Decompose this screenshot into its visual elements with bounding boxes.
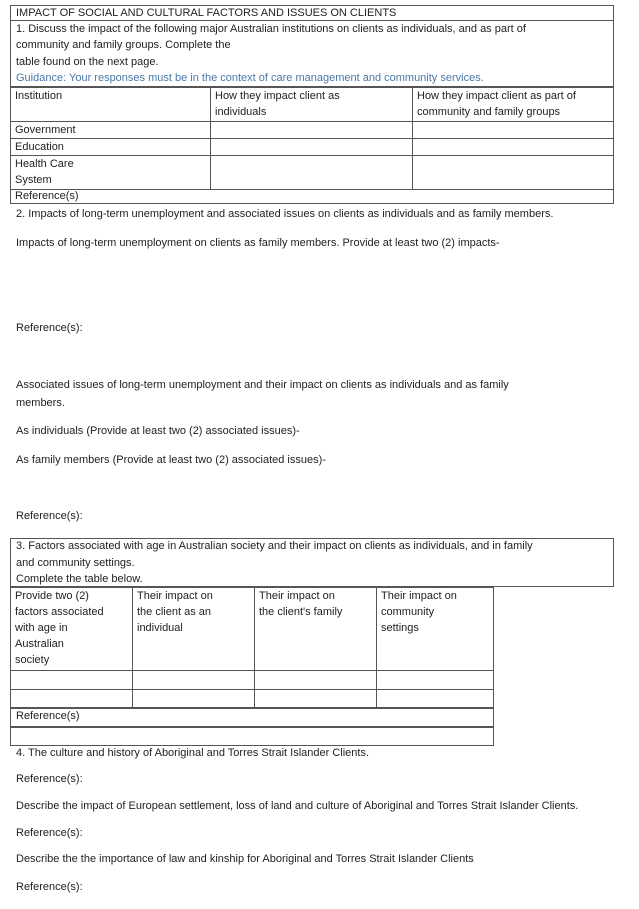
section4-european: Describe the impact of European settlement, loss of land and culture of Aboriginal and Torres Strait Islander Clients.: [16, 800, 579, 812]
header-groups: How they impact client as part of community and family groups: [413, 88, 614, 122]
section4-law: Describe the the importance of law and kinship for Aboriginal and Torres Strait Islander Clients: [16, 853, 474, 865]
age-factors-table: [10, 587, 494, 709]
section3-reference: Reference(s): [16, 710, 80, 722]
cell-input[interactable]: [133, 671, 255, 690]
cell-input[interactable]: [413, 139, 614, 156]
header-factors: Provide two (2) factors associated with age in Australian society: [11, 588, 133, 671]
cell-input[interactable]: [255, 671, 377, 690]
table-row: [11, 122, 614, 139]
institutions-table: [10, 87, 614, 204]
section3-question-line2: and community settings.: [16, 557, 135, 569]
section3-reference-box[interactable]: [10, 707, 494, 727]
cell-input[interactable]: [377, 690, 494, 709]
header-individuals: How they impact client as individuals: [211, 88, 413, 122]
cell-input[interactable]: [377, 671, 494, 690]
table-row: [11, 588, 494, 671]
cell-input[interactable]: [11, 690, 133, 709]
cell-input[interactable]: [413, 122, 614, 139]
table-row: [11, 139, 614, 156]
section2-heading: 2. Impacts of long-term unemployment and associated issues on clients as individuals and as family members.: [16, 208, 554, 220]
section3-question-line1: 3. Factors associated with age in Australian society and their impact on clients as individuals, and in family: [16, 540, 533, 552]
header-institution: Institution: [11, 88, 211, 122]
section1-reference[interactable]: Reference(s): [11, 190, 614, 204]
section2-as-individuals: As individuals (Provide at least two (2) associated issues)-: [16, 425, 300, 437]
row-education: Education: [11, 139, 211, 156]
table-row: [11, 690, 494, 709]
cell-input[interactable]: [11, 671, 133, 690]
section4-reference-2: Reference(s):: [16, 827, 83, 839]
cell-input[interactable]: [211, 156, 413, 190]
section2-family-prompt: Impacts of long-term unemployment on clients as family members. Provide at least two (2) impacts-: [16, 237, 500, 249]
section2-reference-1: Reference(s):: [16, 322, 83, 334]
table-row: [11, 156, 614, 190]
row-health-care: Health Care System: [11, 156, 211, 190]
section3-question-line3: Complete the table below.: [16, 573, 143, 585]
header-impact-individual: Their impact on the client as an individual: [133, 588, 255, 671]
section2-assoc-line1: Associated issues of long-term unemployment and their impact on clients as individuals and as family: [16, 379, 509, 391]
section4-reference-1: Reference(s):: [16, 773, 83, 785]
section1-heading: IMPACT OF SOCIAL AND CULTURAL FACTORS AND ISSUES ON CLIENTS: [16, 7, 397, 19]
cell-input[interactable]: [211, 122, 413, 139]
section4-heading: 4. The culture and history of Aboriginal and Torres Strait Islander Clients.: [16, 747, 370, 759]
section1-guidance: Guidance: Your responses must be in the context of care management and community services.: [16, 72, 484, 84]
cell-input[interactable]: [413, 156, 614, 190]
cell-input[interactable]: [211, 139, 413, 156]
section1-question-line1: 1. Discuss the impact of the following major Australian institutions on clients as individuals, and as part of: [16, 23, 526, 35]
header-impact-community: Their impact on community settings: [377, 588, 494, 671]
table-row: [11, 88, 614, 122]
section1-question-line2: community and family groups. Complete the: [16, 39, 231, 51]
section3-blank-row[interactable]: [10, 727, 494, 746]
row-government: Government: [11, 122, 211, 139]
table-row: [11, 190, 614, 204]
cell-input[interactable]: [255, 690, 377, 709]
section4-reference-3: Reference(s):: [16, 881, 83, 893]
table-row: [11, 671, 494, 690]
header-impact-family: Their impact on the client's family: [255, 588, 377, 671]
section2-assoc-line2: members.: [16, 397, 65, 409]
section2-as-family: As family members (Provide at least two (2) associated issues)-: [16, 454, 326, 466]
cell-input[interactable]: [133, 690, 255, 709]
section1-question-line3: table found on the next page.: [16, 56, 159, 68]
section2-reference-2: Reference(s):: [16, 510, 83, 522]
